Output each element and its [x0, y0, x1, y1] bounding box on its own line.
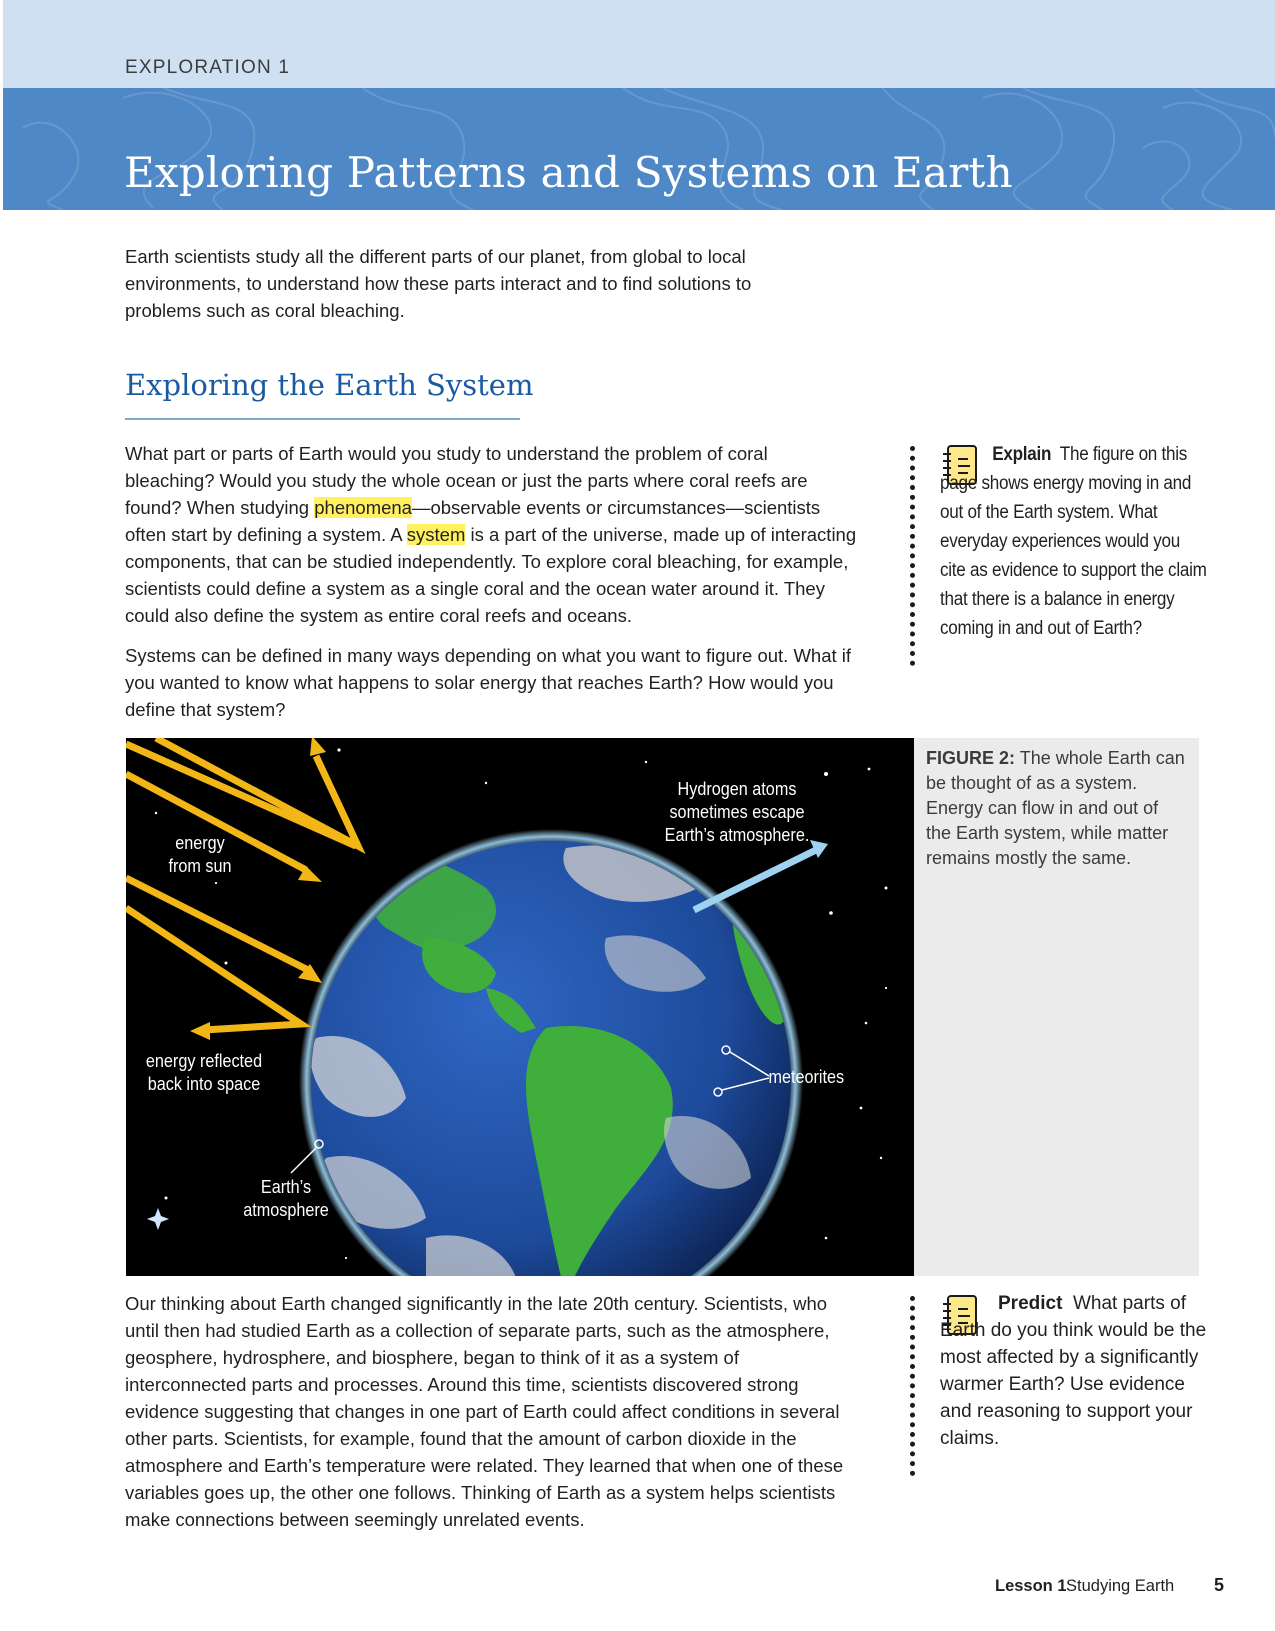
bright-star [147, 1208, 169, 1230]
label-hydrogen-line1: Hydrogen atoms [677, 779, 797, 799]
predict-label: Predict [998, 1293, 1063, 1314]
label-reflected-line2: back into space [147, 1074, 261, 1094]
label-earths-atmosphere [241, 1176, 331, 1222]
hydrogen-escape-arrow [694, 850, 816, 910]
body-paragraph-1 [125, 440, 860, 629]
section-heading-rule [125, 418, 520, 420]
footer-lesson-title: Studying Earth [1066, 1577, 1175, 1595]
label-energy-line2: from sun [168, 856, 232, 876]
footer-lesson: Lesson 1 [995, 1577, 1067, 1595]
label-meteorites: meteorites [768, 1067, 845, 1087]
body-paragraph-2: Systems can be defined in many ways depending on what you want to figure out. What if you wanted to know what happens to solar energy that reaches Earth? How would you define that system? [125, 645, 852, 720]
vocab-term-system[interactable]: system [406, 524, 466, 545]
body-paragraph-3: Our thinking about Earth changed significantly in the late 20th century. Scientists, who until then had studied Earth as a collection of separate parts, such as the atmosphere, geosphere, hydrosphere, and biosphere, began to think of it as a system of interconnected parts and processes. Around this time, scientists discovered strong evidence suggesting that changes in one part of Earth could affect conditions in several other parts. Scientists, for example, found that the amount of carbon dioxide in the atmosphere and Earth’s temperature were related. They learned that when one of these variables goes up, the other one follows. Thinking of Earth as a system helps scientists make connections between seemingly unrelated events. [125, 1293, 844, 1530]
p1-part3: is a part of the universe, made up of interacting components, that can be studied independently. To explore coral bleaching, for example, scientists could define a system as a single coral and the ocean water around it. They could also define the system as entire coral reefs and oceans. [125, 524, 857, 626]
label-atmosphere-line2: atmosphere [243, 1200, 329, 1220]
predict-prompt: What parts of Earth do you think would be the most affected by a significantly warmer Earth? Use evidence and reasoning to support your claims. [940, 1293, 1207, 1449]
p1-part2: —observable events or circumstances—scientists often start by defining a system. A [125, 497, 821, 545]
section-heading: Exploring the Earth System [125, 368, 534, 402]
figure-caption-panel [914, 738, 1199, 1276]
p1-part1: What part or parts of Earth would you study to understand the problem of coral bleaching? Would you study the whole ocean or just the parts where coral reefs are found? When studying [125, 443, 808, 518]
label-hydrogen-line2: sometimes escape [669, 802, 805, 822]
predict-note [910, 1290, 1205, 1480]
predict-note-text [940, 1290, 1208, 1452]
figure-label: FIGURE 2: [926, 748, 1016, 768]
label-hydrogen-line3: Earth’s atmosphere. [664, 825, 810, 845]
intro-paragraph: Earth scientists study all the different parts of our planet, from global to local environments, to understand how these parts interact and to find solutions to problems such as coral bleaching. [125, 246, 752, 321]
label-energy-reflected [141, 1050, 267, 1096]
label-hydrogen-atoms [661, 778, 814, 847]
explain-note [910, 440, 1205, 670]
label-energy-from-sun [164, 832, 236, 878]
note-dotted-rule [910, 1296, 915, 1476]
label-energy-line1: energy [175, 833, 225, 853]
explain-prompt: The figure on this page shows energy moving in and out of the Earth system. What everyday experiences would you cite as evidence to support the claim that there is a balance in energy coming in and out of Earth? [940, 444, 1207, 639]
figure-2-earth-system [126, 738, 914, 1276]
figure-caption [926, 746, 1188, 871]
explain-label: Explain [992, 444, 1052, 465]
vocab-term-phenomena[interactable]: phenomena [314, 497, 412, 518]
exploration-label: EXPLORATION 1 [125, 57, 291, 78]
label-atmosphere-line1: Earth’s [260, 1177, 312, 1197]
page-title: Exploring Patterns and Systems on Earth [124, 148, 1013, 198]
note-dotted-rule [910, 446, 915, 666]
figure-caption-text: The whole Earth can be thought of as a system. Energy can flow in and out of the Earth system, while matter remains mostly the same. [926, 748, 1185, 868]
explain-note-text [940, 440, 1208, 643]
label-reflected-line1: energy reflected [145, 1051, 263, 1071]
page-number: 5 [1214, 1575, 1225, 1595]
